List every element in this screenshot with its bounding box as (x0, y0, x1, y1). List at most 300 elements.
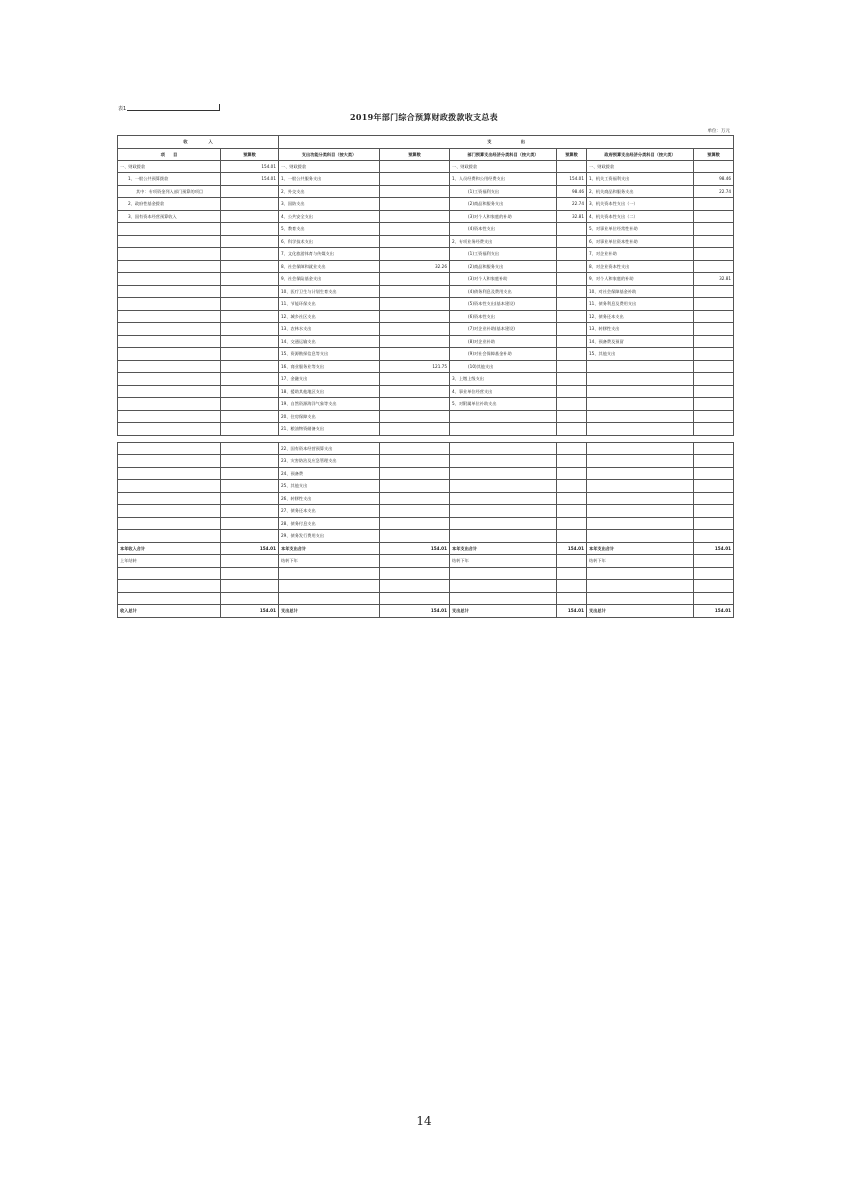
table-cell (587, 467, 694, 480)
table-cell (694, 385, 734, 398)
table-cell: 10、医疗卫生与计划生育支出 (279, 285, 380, 298)
table-cell: 2、外交支出 (279, 185, 380, 198)
table-cell (557, 505, 587, 518)
gov-econ-header: 政府预算支出经济分类科目（按大类） (587, 148, 694, 160)
table-cell: 其中：专项资金列入部门预算的项目 (118, 185, 221, 198)
table-cell (118, 310, 221, 323)
table-cell (557, 567, 587, 580)
table-row (118, 505, 734, 518)
table-gap (118, 435, 734, 442)
table-cell: (1)工资福利支出 (450, 248, 557, 261)
table-cell (557, 423, 587, 436)
table-cell (380, 323, 450, 336)
table-cell (694, 455, 734, 468)
table-cell (380, 423, 450, 436)
table-cell (587, 592, 694, 605)
table-cell (221, 348, 279, 361)
table-cell: 3、国防支出 (279, 198, 380, 211)
table-cell: 一、财政拨款 (587, 160, 694, 173)
table-row (118, 398, 734, 411)
table-cell (557, 530, 587, 543)
table-cell (221, 505, 279, 518)
table-cell (380, 185, 450, 198)
table-row (118, 298, 734, 311)
table-cell (221, 423, 279, 436)
table-cell (118, 335, 221, 348)
table-cell: (7)对企业补助(基本建设) (450, 323, 557, 336)
table-cell (118, 517, 221, 530)
table-cell (118, 285, 221, 298)
table-cell (221, 580, 279, 593)
table-cell (221, 198, 279, 211)
table-cell (557, 310, 587, 323)
table-cell (221, 260, 279, 273)
table-cell (221, 285, 279, 298)
table-cell (450, 410, 557, 423)
table-cell: 8、对企业资本性支出 (587, 260, 694, 273)
table-cell (694, 310, 734, 323)
table-cell (450, 467, 557, 480)
table-cell (118, 455, 221, 468)
table-cell: 3、机关资本性支出（一） (587, 198, 694, 211)
table-cell: 6、科学技术支出 (279, 235, 380, 248)
table-cell (380, 442, 450, 455)
table-cell (587, 517, 694, 530)
table-cell (380, 592, 450, 605)
table-cell (221, 398, 279, 411)
table-row (118, 410, 734, 423)
table-row (118, 442, 734, 455)
table-cell (587, 410, 694, 423)
table-cell (221, 592, 279, 605)
table-cell (279, 580, 380, 593)
table-cell (380, 210, 450, 223)
table-cell: 3、国有资本经营预算收入 (118, 210, 221, 223)
table-row (118, 605, 734, 618)
table-cell (694, 480, 734, 493)
table-cell (557, 360, 587, 373)
item-header: 项 目 (118, 148, 221, 160)
table-cell (380, 335, 450, 348)
table-cell (221, 517, 279, 530)
table-cell (221, 248, 279, 261)
table-cell: 27、债务还本支出 (279, 505, 380, 518)
table-cell: 一、财政拨款 (450, 160, 557, 173)
table-row (118, 567, 734, 580)
table-cell (557, 480, 587, 493)
table-cell (118, 423, 221, 436)
table-cell (118, 410, 221, 423)
table-cell (380, 455, 450, 468)
table-cell (587, 492, 694, 505)
table-cell (557, 298, 587, 311)
table-cell: 20、住房保障支出 (279, 410, 380, 423)
table-cell: 12、城乡社区支出 (279, 310, 380, 323)
table-cell (118, 567, 221, 580)
table-cell (221, 492, 279, 505)
table-cell: 23、灾害防治及应急管理支出 (279, 455, 380, 468)
table-cell (380, 480, 450, 493)
table-cell (380, 248, 450, 261)
table-cell (557, 323, 587, 336)
table-cell: 7、文化旅游体育与传媒支出 (279, 248, 380, 261)
table-cell: 14、交通运输支出 (279, 335, 380, 348)
table-cell: 154.01 (557, 173, 587, 186)
table-cell (450, 455, 557, 468)
table-cell (380, 235, 450, 248)
table-cell (221, 410, 279, 423)
page-title: 2019年部门综合预算财政拨款收支总表 (350, 112, 498, 122)
table-cell: 收入总计 (118, 605, 221, 618)
table-cell (221, 210, 279, 223)
expense-header: 支 出 (279, 136, 734, 149)
table-cell: 1、一般公共预算拨款 (118, 173, 221, 186)
budget-header: 预算数 (221, 148, 279, 160)
table-cell: 支出总计 (450, 605, 557, 618)
table-cell (450, 505, 557, 518)
table-cell (694, 555, 734, 568)
table-cell: 24、预备费 (279, 467, 380, 480)
table-cell: 本年支出合计 (587, 542, 694, 555)
table-cell (557, 235, 587, 248)
table-cell (694, 398, 734, 411)
table-cell (118, 273, 221, 286)
table-cell (221, 385, 279, 398)
table-cell (221, 273, 279, 286)
table-cell: 21、粮油物资储备支出 (279, 423, 380, 436)
table-cell (380, 223, 450, 236)
table-cell (694, 423, 734, 436)
table-cell: (4)债务利息及费用支出 (450, 285, 557, 298)
table-cell: 154.01 (557, 605, 587, 618)
table-cell: 154.01 (694, 605, 734, 618)
table-cell: 15、其他支出 (587, 348, 694, 361)
table-cell (118, 467, 221, 480)
table-cell: 4、机关资本性支出（二） (587, 210, 694, 223)
table-cell: 22.74 (557, 198, 587, 211)
table-cell (557, 273, 587, 286)
table-cell: 4、事业单位经营支出 (450, 385, 557, 398)
table-row (118, 335, 734, 348)
table-cell (694, 517, 734, 530)
table-row (118, 530, 734, 543)
table-cell (118, 442, 221, 455)
table-cell (450, 423, 557, 436)
table-cell (380, 373, 450, 386)
table-cell: 一、财政拨款 (118, 160, 221, 173)
table-cell (221, 223, 279, 236)
table-row (118, 592, 734, 605)
table-cell: 154.01 (221, 160, 279, 173)
table-row (118, 385, 734, 398)
table-row (118, 260, 734, 273)
table-cell (380, 173, 450, 186)
table-cell (557, 223, 587, 236)
table-row (118, 198, 734, 211)
table-cell (694, 285, 734, 298)
table-cell (221, 235, 279, 248)
table-cell (221, 185, 279, 198)
table-cell (694, 260, 734, 273)
table-cell (450, 530, 557, 543)
table-cell: 98.46 (694, 173, 734, 186)
table-cell: 154.01 (694, 542, 734, 555)
table-cell (557, 335, 587, 348)
table-cell: 32.26 (380, 260, 450, 273)
table-cell (380, 398, 450, 411)
label-underline (127, 110, 219, 111)
table-cell (557, 442, 587, 455)
table-row (118, 580, 734, 593)
table-cell (557, 492, 587, 505)
table-cell: 支出总计 (587, 605, 694, 618)
table-cell (587, 455, 694, 468)
table-cell (221, 373, 279, 386)
table-cell (118, 492, 221, 505)
table-cell: 121.75 (380, 360, 450, 373)
table-cell (694, 580, 734, 593)
table-cell (118, 298, 221, 311)
table-cell (694, 492, 734, 505)
table-cell (221, 298, 279, 311)
table-cell (380, 348, 450, 361)
table-cell: (4)资本性支出 (450, 223, 557, 236)
table-cell (380, 160, 450, 173)
table-cell (587, 442, 694, 455)
table-cell (557, 555, 587, 568)
table-cell: 9、社会保险基金支出 (279, 273, 380, 286)
table-row (118, 210, 734, 223)
table-row (118, 160, 734, 173)
table-cell (118, 385, 221, 398)
table-cell (279, 567, 380, 580)
table-row (118, 248, 734, 261)
label-tick (219, 104, 220, 111)
table-cell: 98.46 (557, 185, 587, 198)
table-cell: 5、对事业单位经常性补助 (587, 223, 694, 236)
table-cell: 4、公共安全支出 (279, 210, 380, 223)
table-cell: 19、自然资源海洋气象等支出 (279, 398, 380, 411)
table-cell (380, 310, 450, 323)
table-cell: 3、上缴上级支出 (450, 373, 557, 386)
table-cell: 32.81 (694, 273, 734, 286)
table-cell: (8)对企业补助 (450, 335, 557, 348)
table-cell (587, 385, 694, 398)
table-cell: 2、机关商品和服务支出 (587, 185, 694, 198)
table-cell (694, 210, 734, 223)
table-cell (118, 398, 221, 411)
table-cell (380, 530, 450, 543)
table-cell: 15、资源勘探信息等支出 (279, 348, 380, 361)
table-cell: 13、转移性支出 (587, 323, 694, 336)
table-cell: 2、政府性基金拨款 (118, 198, 221, 211)
table-row (118, 373, 734, 386)
table-cell (118, 592, 221, 605)
table-cell (694, 505, 734, 518)
table-cell: (1)工资福利支出 (450, 185, 557, 198)
table-cell: (3)对个人和家庭的补助 (450, 210, 557, 223)
table-cell (221, 467, 279, 480)
table-cell: 26、转移性支出 (279, 492, 380, 505)
table-cell: 上年结转 (118, 555, 221, 568)
table-cell (557, 517, 587, 530)
table-cell (694, 223, 734, 236)
table-row (118, 223, 734, 236)
table-cell (694, 235, 734, 248)
table-row (118, 517, 734, 530)
table-cell (380, 298, 450, 311)
table-cell: 结转下年 (279, 555, 380, 568)
table-cell (118, 260, 221, 273)
table-cell: 本年支出合计 (279, 542, 380, 555)
table-cell: 7、对企业补助 (587, 248, 694, 261)
table-cell: 154.01 (221, 173, 279, 186)
table-cell: 29、债务发行费用支出 (279, 530, 380, 543)
table-cell: (5)资本性支出(基本建设) (450, 298, 557, 311)
table-row (118, 467, 734, 480)
table-cell: 5、对附属单位补助支出 (450, 398, 557, 411)
table-cell (450, 517, 557, 530)
table-cell: 154.01 (221, 542, 279, 555)
table-row (118, 273, 734, 286)
table-cell (557, 348, 587, 361)
table-row (118, 542, 734, 555)
table-cell: 22.74 (694, 185, 734, 198)
table-cell: 13、农林水支出 (279, 323, 380, 336)
table-cell (450, 492, 557, 505)
table-cell (694, 248, 734, 261)
table-cell (450, 592, 557, 605)
budget-header: 预算数 (380, 148, 450, 160)
table-cell: 154.01 (557, 542, 587, 555)
table-cell: 154.01 (221, 605, 279, 618)
table-cell (380, 517, 450, 530)
table-cell (587, 398, 694, 411)
table-cell: 6、对事业单位资本性补助 (587, 235, 694, 248)
table-cell (221, 323, 279, 336)
table-cell: 1、一般公共服务支出 (279, 173, 380, 186)
table-cell (450, 567, 557, 580)
table-cell (694, 530, 734, 543)
table-cell (557, 580, 587, 593)
table-cell (557, 410, 587, 423)
unit-label: 单位：万元 (707, 129, 730, 134)
table-cell: 154.01 (380, 542, 450, 555)
table-cell: 11、节能环保支出 (279, 298, 380, 311)
table-cell (587, 360, 694, 373)
table-cell (380, 467, 450, 480)
table-cell: 22、国有资本经营预算支出 (279, 442, 380, 455)
table-cell (380, 505, 450, 518)
table-cell: 18、援助其他地区支出 (279, 385, 380, 398)
table-cell (221, 335, 279, 348)
table-cell (587, 480, 694, 493)
table-cell (587, 373, 694, 386)
table-cell: 11、债务利息及费用支出 (587, 298, 694, 311)
table-cell: 1、人员经费和公用经费支出 (450, 173, 557, 186)
table-cell (221, 455, 279, 468)
table-cell (694, 160, 734, 173)
table-cell (587, 505, 694, 518)
table-cell: 9、对个人和家庭的补助 (587, 273, 694, 286)
table-cell: 一、财政拨款 (279, 160, 380, 173)
table-row (118, 235, 734, 248)
table-cell (694, 567, 734, 580)
table-row (118, 555, 734, 568)
table-cell: 支出总计 (279, 605, 380, 618)
table-cell (694, 198, 734, 211)
table-cell (118, 480, 221, 493)
table-row (118, 492, 734, 505)
table-cell: 结转下年 (450, 555, 557, 568)
table-cell (380, 555, 450, 568)
table-cell (221, 480, 279, 493)
table-cell (694, 373, 734, 386)
table-row (118, 423, 734, 436)
table-cell (557, 592, 587, 605)
table-cell: 结转下年 (587, 555, 694, 568)
table-cell (557, 248, 587, 261)
table-cell (694, 442, 734, 455)
table-cell: 25、其他支出 (279, 480, 380, 493)
table-cell (118, 580, 221, 593)
table-cell (694, 360, 734, 373)
income-header: 收 入 (118, 136, 279, 149)
table-row (118, 480, 734, 493)
table-cell: 10、对社会保障基金补助 (587, 285, 694, 298)
table-cell (380, 385, 450, 398)
table-cell (380, 198, 450, 211)
table-cell (380, 580, 450, 593)
table-row (118, 173, 734, 186)
table-cell (380, 273, 450, 286)
table-cell: 本年支出合计 (450, 542, 557, 555)
table-cell: (2)商品和服务支出 (450, 260, 557, 273)
table-cell: (9)对社会保障基金补助 (450, 348, 557, 361)
table-cell (557, 385, 587, 398)
table-row (118, 185, 734, 198)
table-cell (221, 567, 279, 580)
budget-header: 预算数 (557, 148, 587, 160)
table-cell (557, 455, 587, 468)
table-cell (694, 348, 734, 361)
table-cell (221, 310, 279, 323)
table-row (118, 310, 734, 323)
table-cell (694, 335, 734, 348)
table-cell: 32.81 (557, 210, 587, 223)
table-cell: 本年收入合计 (118, 542, 221, 555)
table-cell (557, 398, 587, 411)
table-row (118, 348, 734, 361)
table-cell: 154.01 (380, 605, 450, 618)
table-cell (587, 567, 694, 580)
table-cell (694, 298, 734, 311)
table-cell (587, 423, 694, 436)
page-number: 14 (416, 1114, 432, 1128)
table-cell (118, 373, 221, 386)
table-cell (118, 235, 221, 248)
dept-econ-header: 部门预算支出经济分类科目（按大类） (450, 148, 557, 160)
table-number-label: 表1 (118, 106, 127, 112)
table-cell (279, 592, 380, 605)
table-cell (557, 260, 587, 273)
table-cell: 2、专项业务经费支出 (450, 235, 557, 248)
table-cell (118, 530, 221, 543)
table-cell: 1、机关工资福利支出 (587, 173, 694, 186)
table-cell: (10)其他支出 (450, 360, 557, 373)
table-cell: 14、预备费及预留 (587, 335, 694, 348)
table-cell (380, 285, 450, 298)
